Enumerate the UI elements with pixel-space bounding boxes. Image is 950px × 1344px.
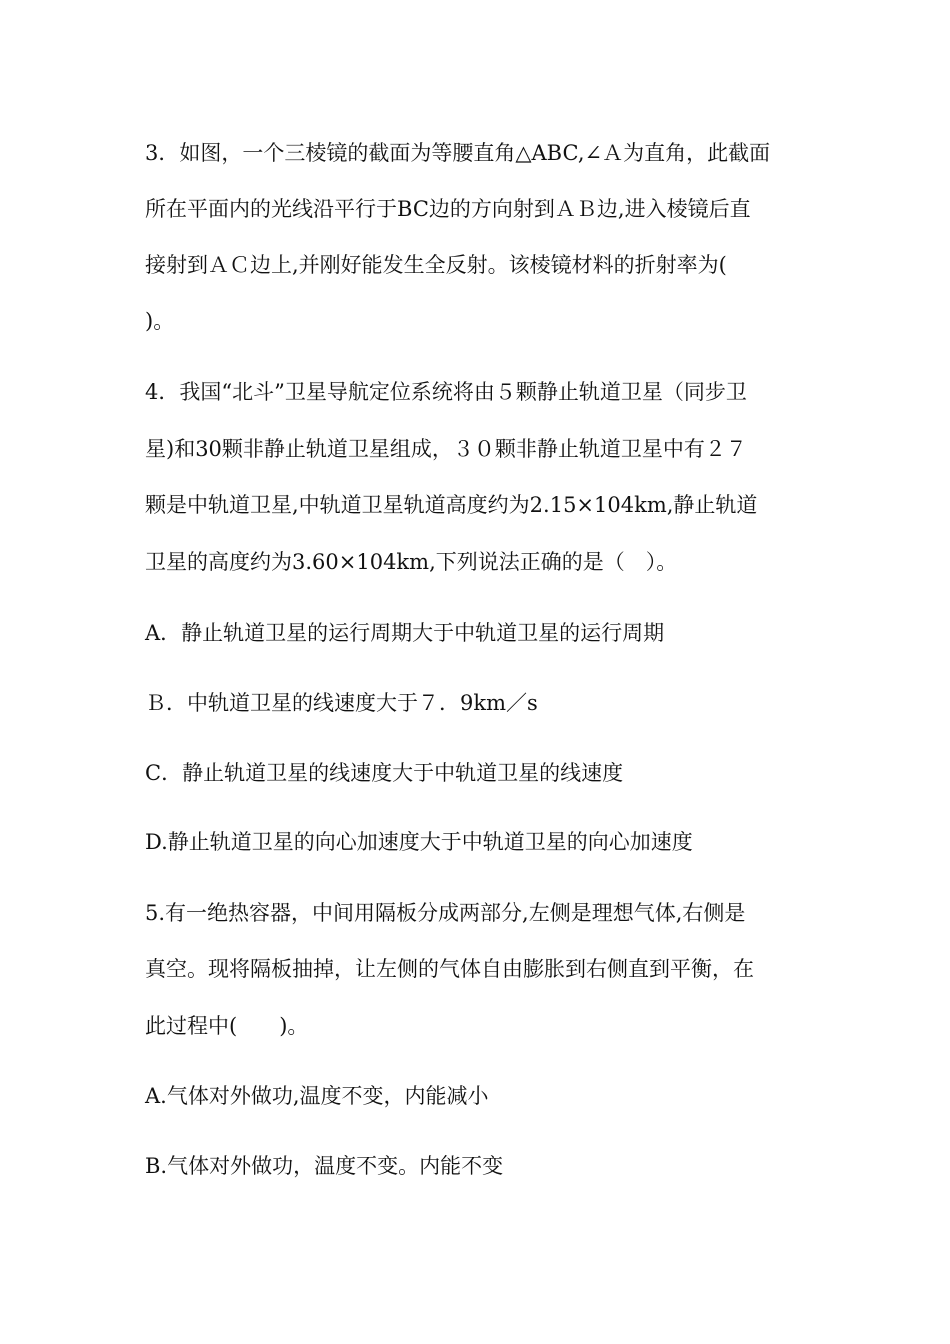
question-4-line-3: 颗是中轨道卫星,中轨道卫星轨道高度约为2.15×104km,静止轨道 (145, 493, 758, 517)
question-4-line-1: 4．我国“北斗”卫星导航定位系统将由５颗静止轨道卫星（同步卫 (145, 380, 747, 404)
question-5-line-3: 此过程中( )。 (145, 1014, 309, 1038)
question-4-option-a: A．静止轨道卫星的运行周期大于中轨道卫星的运行周期 (145, 621, 665, 645)
question-3-line-1: 3．如图，一个三棱镜的截面为等腰直角△ABC,∠Ａ为直角，此截面 (145, 141, 771, 165)
question-4-option-b: Ｂ．中轨道卫星的线速度大于７．9km／s (145, 691, 538, 715)
question-4-option-d: D.静止轨道卫星的向心加速度大于中轨道卫星的向心加速度 (145, 830, 693, 854)
question-4-option-c: C．静止轨道卫星的线速度大于中轨道卫星的线速度 (145, 761, 624, 785)
question-4-line-2: 星)和30颗非静止轨道卫星组成，３０颗非静止轨道卫星中有２７ (145, 437, 747, 461)
question-5-line-2: 真空。现将隔板抽掉，让左侧的气体自由膨胀到右侧直到平衡，在 (145, 957, 754, 981)
question-5-option-b: B.气体对外做功，温度不变。内能不变 (145, 1154, 504, 1178)
question-4-line-4: 卫星的高度约为3.60×104km,下列说法正确的是（ ）。 (145, 550, 678, 574)
question-5-line-1: 5.有一绝热容器，中间用隔板分成两部分,左侧是理想气体,右侧是 (145, 901, 746, 925)
question-3-line-3: 接射到ＡＣ边上,并刚好能发生全反射。该棱镜材料的折射率为( (145, 253, 727, 277)
question-3-line-2: 所在平面内的光线沿平行于BC边的方向射到ＡＢ边,进入棱镜后直 (145, 197, 751, 221)
question-3-line-4: )。 (145, 309, 175, 333)
question-5-option-a: A.气体对外做功,温度不变，内能减小 (145, 1084, 489, 1108)
